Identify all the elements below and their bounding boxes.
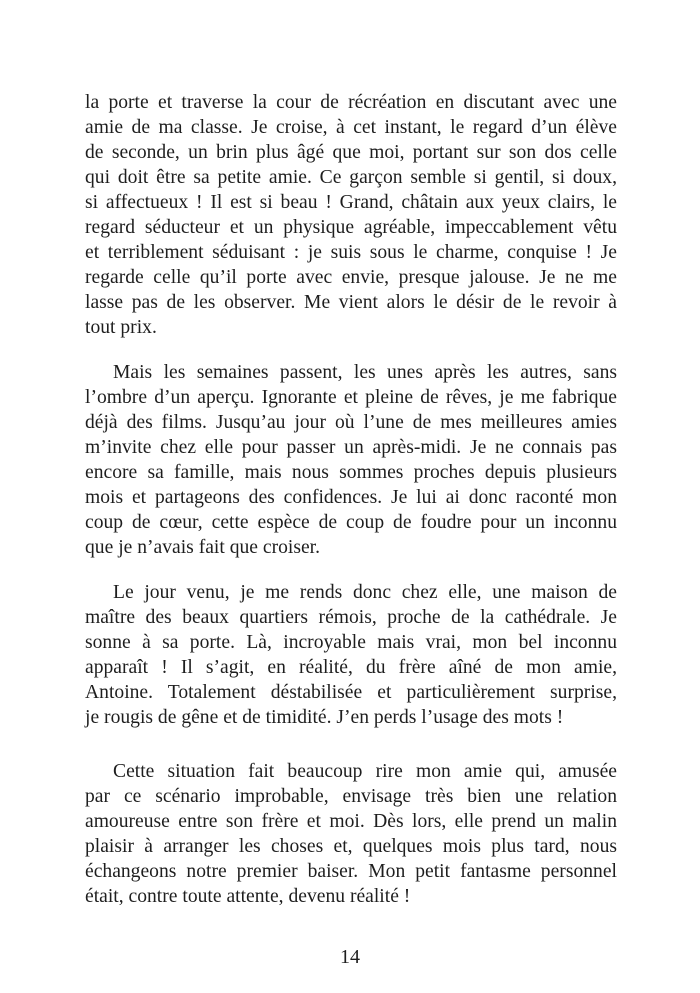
text-line: encore sa famille, mais nous sommes proches depuis plusieurs — [85, 462, 617, 483]
text-line: était, contre toute attente, devenu réalité ! — [85, 886, 411, 907]
paragraph — [85, 360, 617, 560]
text-line: Cette situation fait beaucoup rire mon amie qui, amusée — [113, 761, 617, 782]
text-line: m’invite chez elle pour passer un après-midi. Je ne connais pas — [85, 437, 617, 458]
text-line: Antoine. Totalement déstabilisée et particulièrement surprise, — [85, 682, 617, 703]
text-line: Le jour venu, je me rends donc chez elle, une maison de — [113, 582, 617, 603]
text-line: lasse pas de les observer. Me vient alors le désir de le revoir à — [85, 292, 617, 313]
text-line: Mais les semaines passent, les unes après les autres, sans — [113, 362, 617, 383]
text-line: de seconde, un brin plus âgé que moi, portant sur son dos celle — [85, 142, 617, 163]
text-line: maître des beaux quartiers rémois, proche de la cathédrale. Je — [85, 607, 617, 628]
text-line: regarde celle qu’il porte avec envie, presque jalouse. Je ne me — [85, 267, 617, 288]
text-line: apparaît ! Il s’agit, en réalité, du frère aîné de mon amie, — [85, 657, 617, 678]
text-line: échangeons notre premier baiser. Mon petit fantasme personnel — [85, 861, 617, 882]
text-line: que je n’avais fait que croiser. — [85, 537, 321, 558]
text-line: plaisir à arranger les choses et, quelques mois plus tard, nous — [85, 836, 617, 857]
text-line: mois et partageons des confidences. Je lui ai donc raconté mon — [85, 487, 617, 508]
paragraph — [85, 90, 617, 340]
text-line: la porte et traverse la cour de récréation en discutant avec une — [85, 92, 617, 113]
text-line: déjà des films. Jusqu’au jour où l’une de mes meilleures amies — [85, 412, 617, 433]
text-line: coup de cœur, cette espèce de coup de foudre pour un inconnu — [85, 512, 617, 533]
page-number: 14 — [340, 946, 360, 968]
text-line: amie de ma classe. Je croise, à cet instant, le regard d’un élève — [85, 117, 617, 138]
text-line: sonne à sa porte. Là, incroyable mais vrai, mon bel inconnu — [85, 632, 617, 653]
text-line: l’ombre d’un aperçu. Ignorante et pleine de rêves, je me fabrique — [85, 387, 617, 408]
text-line: amoureuse entre son frère et moi. Dès lors, elle prend un malin — [85, 811, 617, 832]
text-line: et terriblement séduisant : je suis sous le charme, conquise ! Je — [85, 242, 617, 263]
text-line: qui doit être sa petite amie. Ce garçon semble si gentil, si doux, — [85, 167, 617, 188]
text-line: tout prix. — [85, 317, 157, 338]
paragraph — [85, 759, 617, 909]
text-line: par ce scénario improbable, envisage très bien une relation — [85, 786, 617, 807]
text-line: regard séducteur et un physique agréable, impeccablement vêtu — [85, 217, 617, 238]
text-line: je rougis de gêne et de timidité. J’en perds l’usage des mots ! — [85, 707, 564, 728]
paragraph — [85, 580, 617, 730]
text-line: si affectueux ! Il est si beau ! Grand, châtain aux yeux clairs, le — [85, 192, 617, 213]
